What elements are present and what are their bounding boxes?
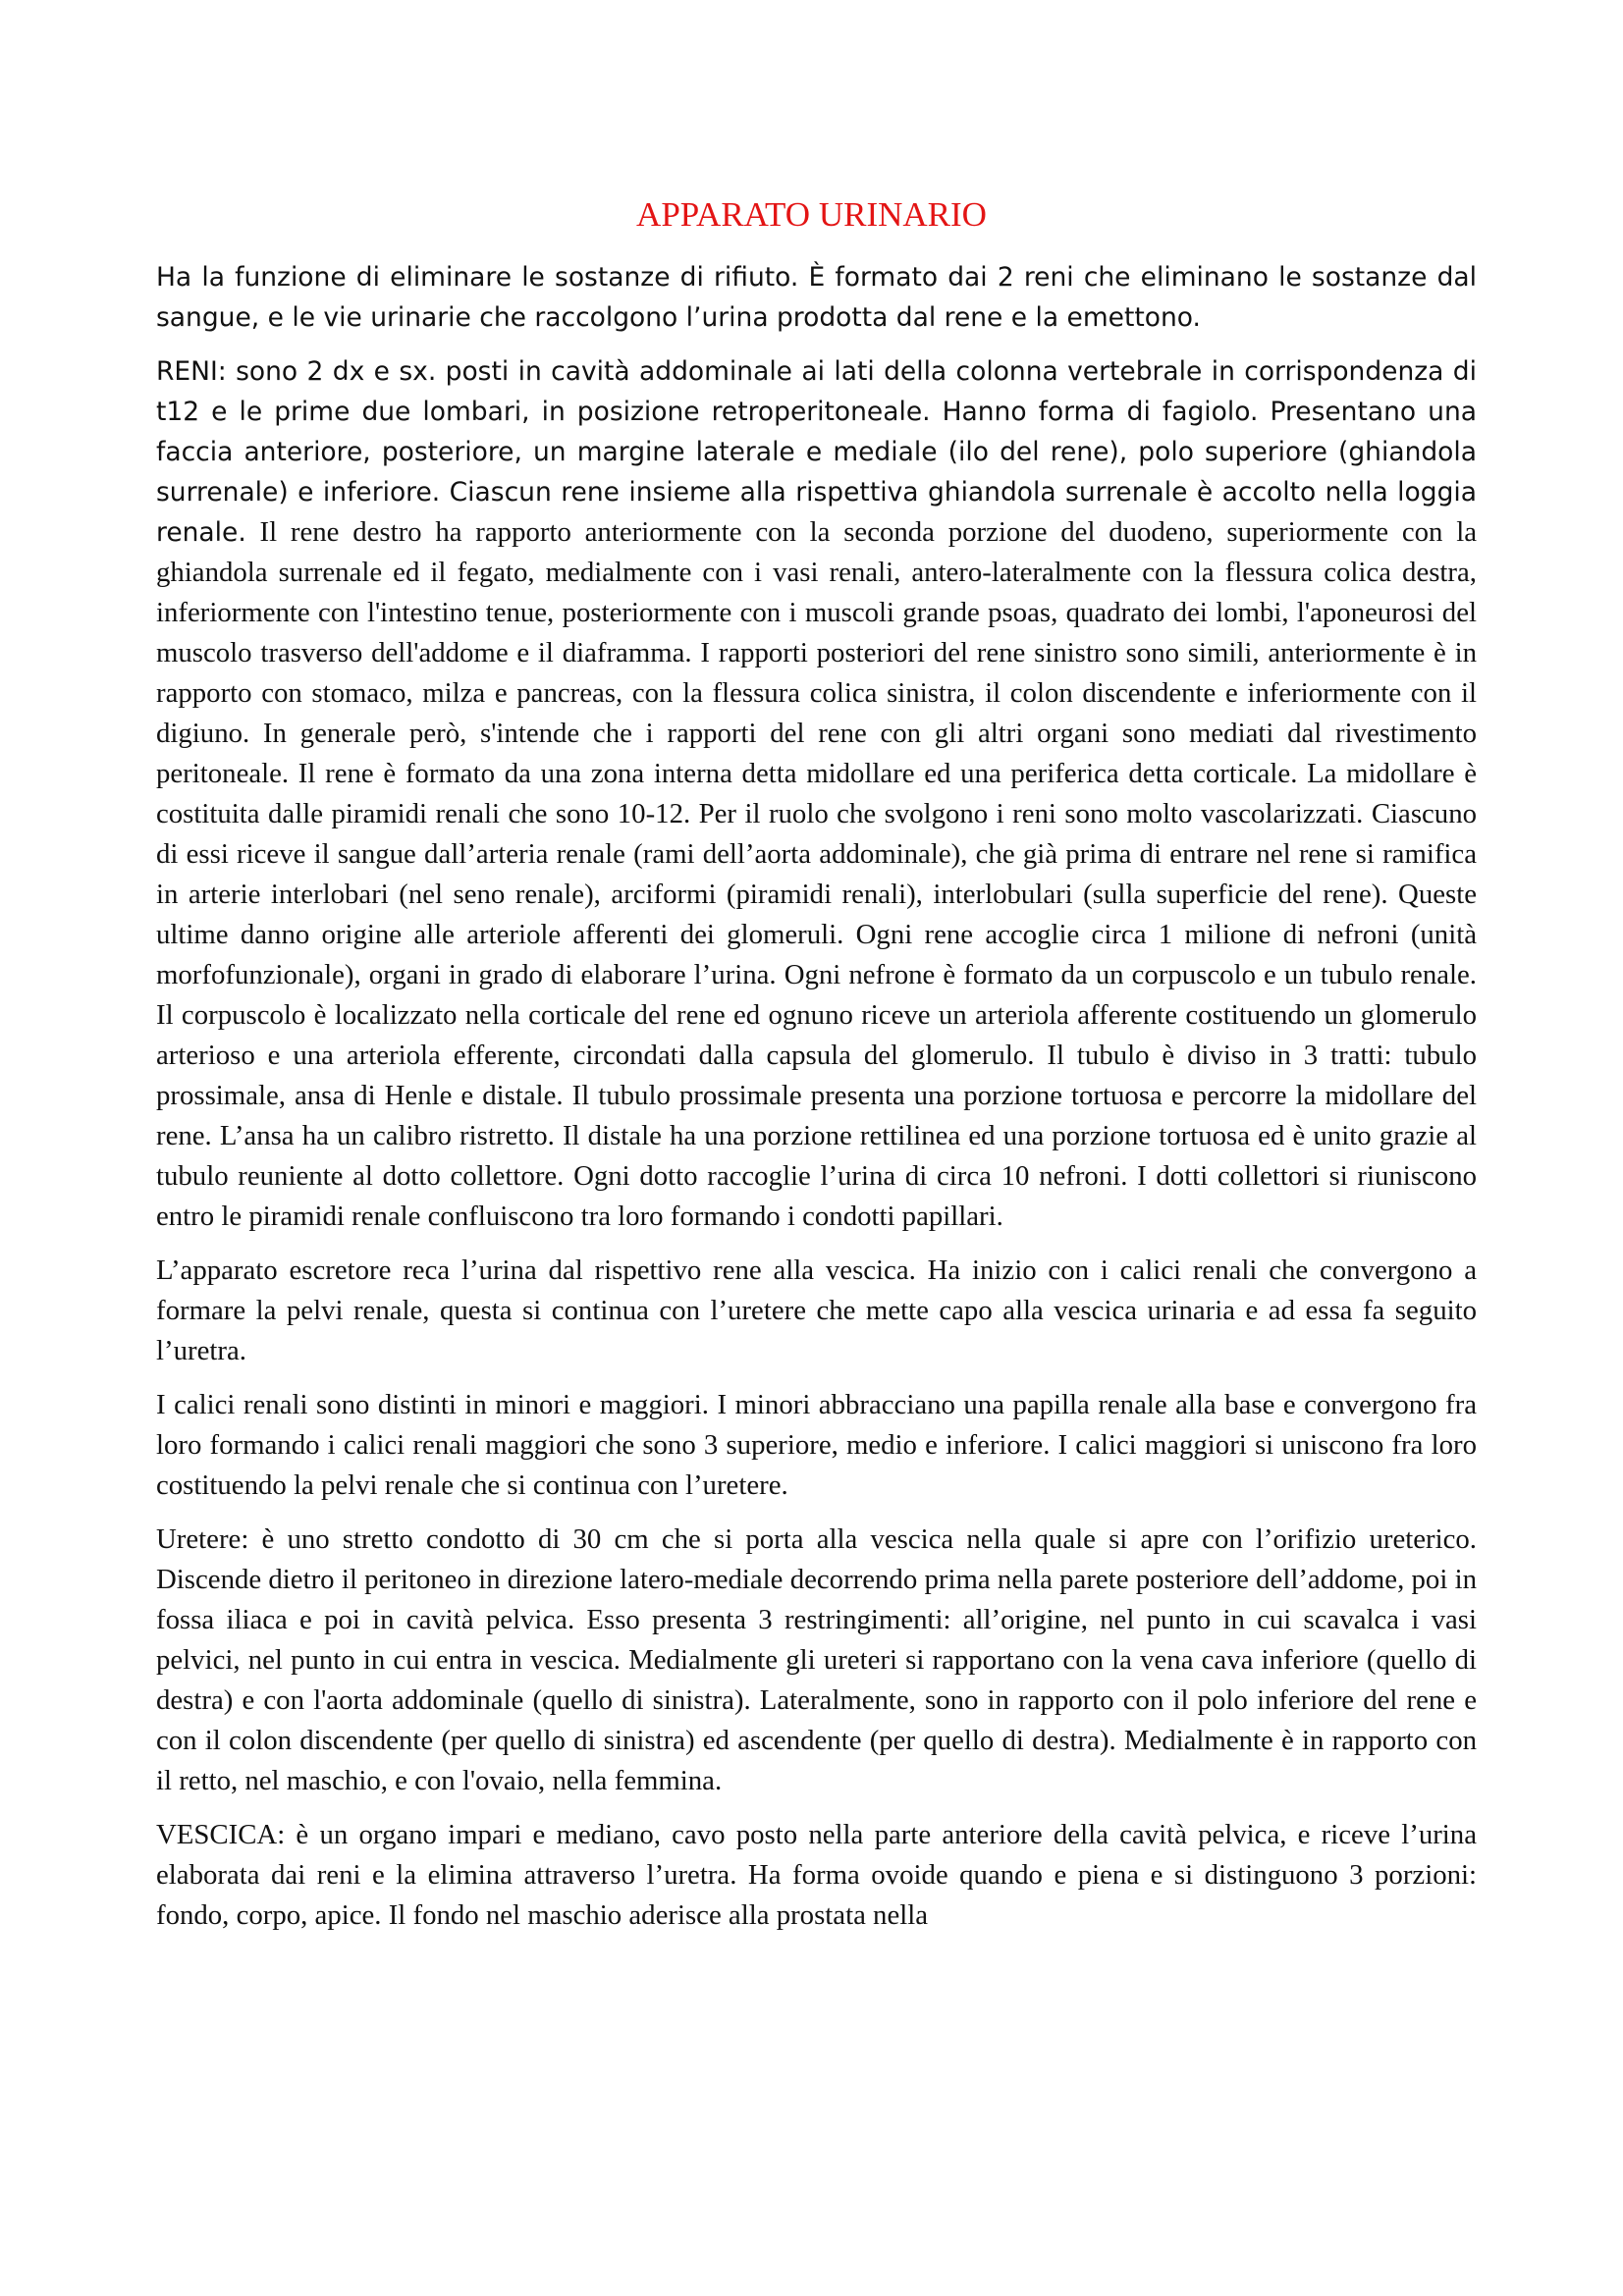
paragraph-calici: I calici renali sono distinti in minori e maggiori. I minori abbracciano una papilla renale alla base e convergono fra loro formando i calici renali maggiori che sono 3 superiore, medio e inferiore. I calici maggiori si uniscono fra loro costituendo la pelvi renale che si continua con l’uretere. (156, 1389, 1477, 1501)
document-body (156, 257, 1477, 1949)
paragraph-reni (156, 351, 1477, 1237)
paragraph-escretore: L’apparato escretore reca l’urina dal rispettivo rene alla vescica. Ha inizio con i calici renali che convergono a formare la pelvi renale, questa si continua con l’uretere che mette capo alla vescica urinaria e ad essa fa seguito l’uretra. (156, 1255, 1477, 1366)
paragraph-intro: Ha la funzione di eliminare le sostanze di rifiuto. È formato dai 2 reni che eliminano le sostanze dal sangue, e le vie urinarie che raccolgono l’urina prodotta dal rene e la emettono. (156, 262, 1477, 333)
paragraph-reni-rest: Il rene destro ha rapporto anteriormente con la seconda porzione del duodeno, superiormente con la ghiandola surrenale ed il fegato, medialmente con i vasi renali, antero-lateralmente con la flessura colica destra, inferiormente con l'intestino tenue, posteriormente con i muscoli grande psoas, quadrato dei lombi, l'aponeurosi del muscolo trasverso dell'addome e il diaframma. I rapporti posteriori del rene sinistro sono simili, anteriormente è in rapporto con stomaco, milza e pancreas, con la flessura colica sinistra, il colon discendente e inferiormente con il digiuno. In generale però, s'intende che i rapporti del rene con gli altri organi sono mediati dal rivestimento peritoneale. Il rene è formato da una zona interna detta midollare ed una periferica detta corticale. La midollare è costituita dalle piramidi renali che sono 10-12. Per il ruolo che svolgono i reni sono molto vascolarizzati. Ciascuno di essi riceve il sangue dall’arteria renale (rami dell’aorta addominale), che già prima di entrare nel rene si ramifica in arterie interlobari (nel seno renale), arciformi (piramidi renali), interlobulari (sulla superficie del rene). Queste ultime danno origine alle arteriole afferenti dei glomeruli. Ogni rene accoglie circa 1 milione di nefroni (unità morfofunzionale), organi in grado di elaborare l’urina. Ogni nefrone è formato da un corpuscolo e un tubulo renale. Il corpuscolo è localizzato nella corticale del rene ed ognuno riceve un arteriola afferente costituendo un glomerulo arterioso e una arteriola efferente, circondati dalla capsula del glomerulo. Il tubulo è diviso in 3 tratti: tubulo prossimale, ansa di Henle e distale. Il tubulo prossimale presenta una porzione tortuosa e percorre la midollare del rene. L’ansa ha un calibro ristretto. Il distale ha una porzione rettilinea ed una porzione tortuosa ed è unito grazie al tubulo reuniente al dotto collettore. Ogni dotto raccoglie l’urina di circa 10 nefroni. I dotti collettori si riuniscono entro le piramidi renale confluiscono tra loro formando i condotti papillari. (156, 516, 1477, 1232)
paragraph-vescica: VESCICA: è un organo impari e mediano, cavo posto nella parte anteriore della cavità pelvica, e riceve l’urina elaborata dai reni e la elimina attraverso l’uretra. Ha forma ovoide quando e piena e si distinguono 3 porzioni: fondo, corpo, apice. Il fondo nel maschio aderisce alla prostata nella (156, 1819, 1477, 1931)
paragraph-uretere: Uretere: è uno stretto condotto di 30 cm che si porta alla vescica nella quale si apre con l’orifizio ureterico. Discende dietro il peritoneo in direzione latero-mediale decorrendo prima nella parete posteriore dell’addome, poi in fossa iliaca e poi in cavità pelvica. Esso presenta 3 restringimenti: all’origine, nel punto in cui scavalca i vasi pelvici, nel punto in cui entra in vescica. Medialmente gli ureteri si rapportano con la vena cava inferiore (quello di destra) e con l'aorta addominale (quello di sinistra). Lateralmente, sono in rapporto con il polo inferiore del rene e con il colon discendente (per quello di sinistra) ed ascendente (per quello di destra). Medialmente è in rapporto con il retto, nel maschio, e con l'ovaio, nella femmina. (156, 1523, 1477, 1796)
document-title: APPARATO URINARIO (636, 195, 987, 234)
paragraph-reni-lead: RENI: sono 2 dx e sx. posti in cavità addominale ai lati della colonna vertebrale in corrispondenza di t12 e le prime due lombari, in posizione retroperitoneale. Hanno forma di fagiolo. Presentano una faccia anteriore, posteriore, un margine laterale e mediale (ilo del rene), polo superiore (ghiandola surrenale) e inferiore. Ciascun rene insieme alla rispettiva ghiandola surrenale è accolto nella loggia renale. (156, 356, 1477, 548)
